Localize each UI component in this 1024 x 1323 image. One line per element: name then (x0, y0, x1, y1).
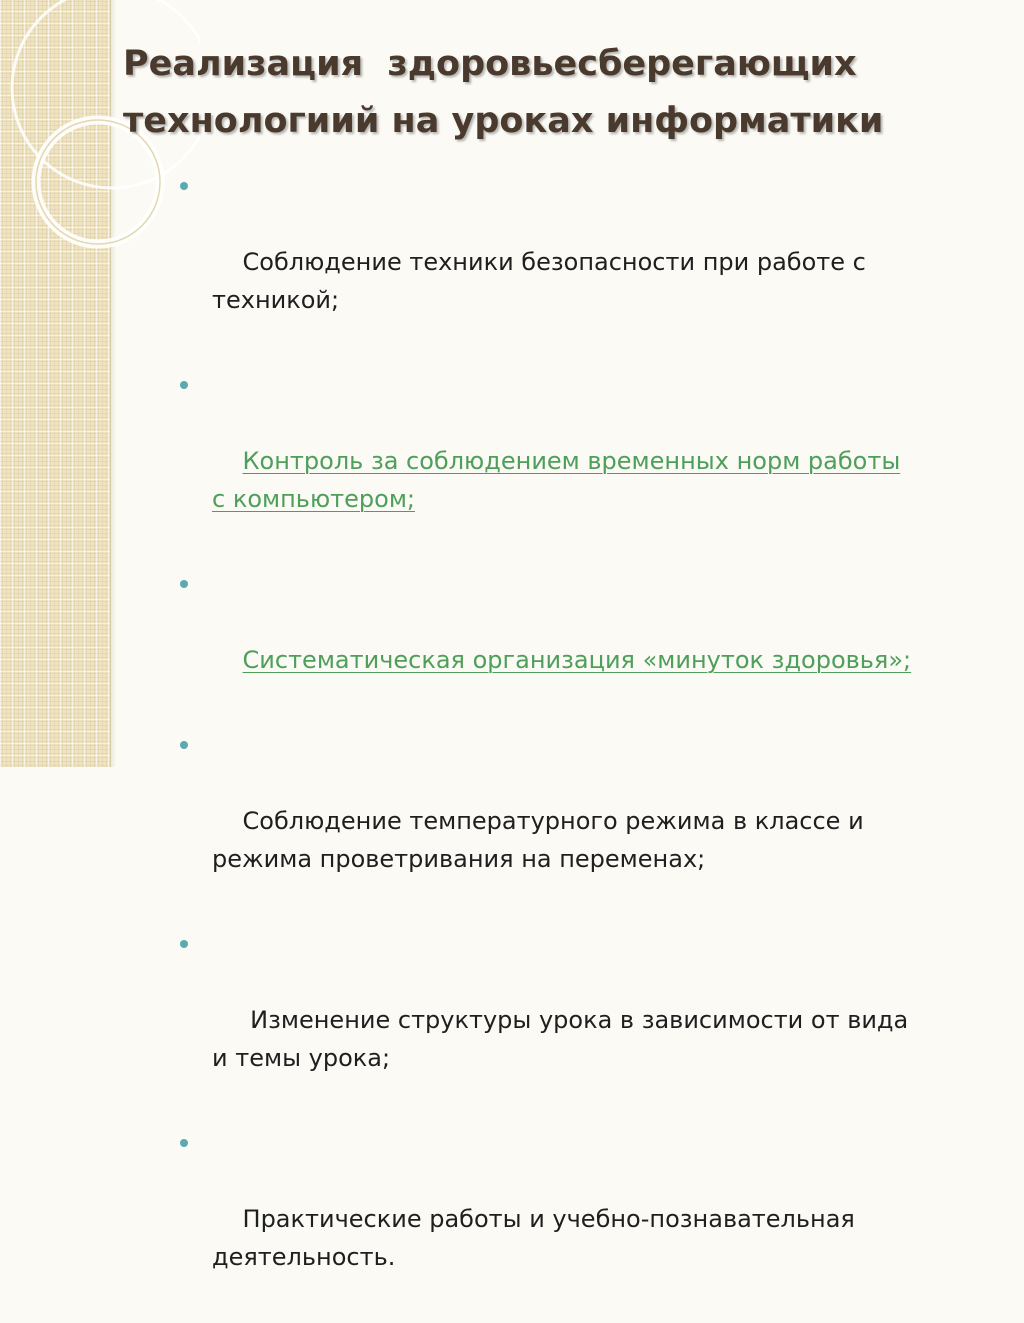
slide-title-line-2: технологиий на уроках информатики (123, 101, 884, 141)
bullet-text: Изменение структуры урока в зависимости от вида (242, 1006, 909, 1034)
bullet-text: и темы урока; (212, 1044, 391, 1072)
bullet-list (178, 167, 998, 1323)
bullet-item-safety (178, 167, 998, 357)
bullet-link[interactable]: с компьютером; (212, 485, 416, 513)
bullet-dot-icon (180, 580, 188, 588)
decorative-side-band (0, 0, 111, 767)
bullet-dot-icon (180, 182, 188, 190)
bullet-item-practical-work (178, 1124, 998, 1314)
bullet-text: Соблюдение температурного режима в классе и (242, 807, 864, 835)
bullet-item-time-control[interactable] (178, 366, 998, 556)
bullet-dot-icon (180, 381, 188, 389)
bullet-link[interactable]: Систематическая организация «минуток здоровья»; (242, 646, 912, 674)
bullet-text: Практические работы и учебно-познавательная (242, 1205, 855, 1233)
bullet-dot-icon (180, 741, 188, 749)
bullet-text: техникой; (212, 286, 340, 314)
bullet-item-temperature (178, 726, 998, 916)
bullet-dot-icon (180, 1139, 188, 1147)
bullet-item-health-minutes[interactable] (178, 565, 998, 717)
bullet-link[interactable]: Контроль за соблюдением временных норм работы (242, 447, 901, 475)
bullet-dot-icon (180, 940, 188, 948)
bullet-text: режима проветривания на переменах; (212, 845, 706, 873)
slide-title (123, 36, 1003, 150)
bullet-item-lesson-structure (178, 925, 998, 1115)
side-band-shadow (110, 0, 116, 767)
bullet-text: Соблюдение техники безопасности при работе с (242, 248, 866, 276)
bullet-text: деятельность. (212, 1243, 396, 1271)
slide-title-line-1: Реализация здоровьесберегающих (123, 44, 857, 84)
